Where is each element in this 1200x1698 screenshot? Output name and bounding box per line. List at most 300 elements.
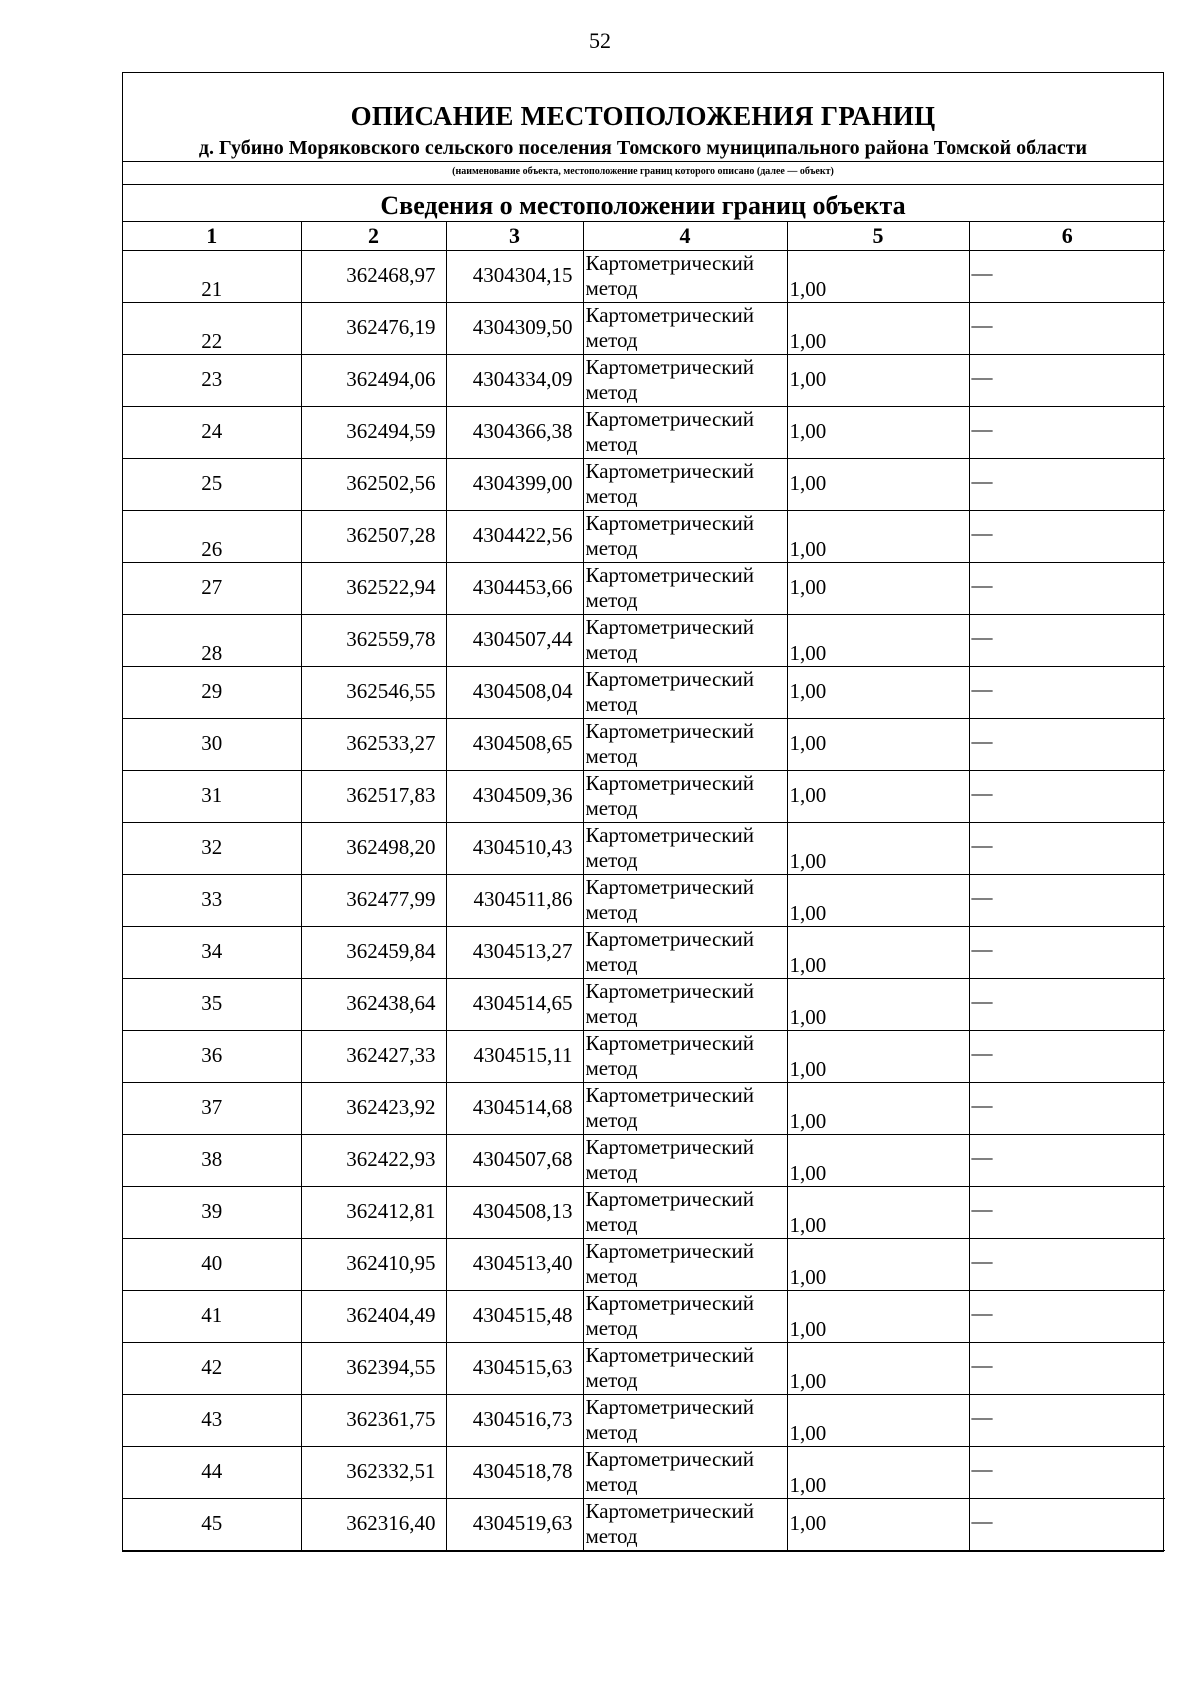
method-text: Картометрический метод xyxy=(585,563,754,612)
object-name: д. Губино Моряковского сельского поселения Томского муниципального района Томской области xyxy=(198,137,1088,159)
point-number: 39 xyxy=(201,1199,223,1223)
point-number: 40 xyxy=(201,1251,223,1275)
precision-cell xyxy=(787,1083,969,1135)
method-text: Картометрический метод xyxy=(585,511,754,560)
point-number: 36 xyxy=(201,1043,223,1067)
point-number-cell xyxy=(123,511,301,563)
table-row xyxy=(123,251,1165,303)
method-cell xyxy=(583,563,787,615)
precision-cell xyxy=(787,1343,969,1395)
table-row xyxy=(123,459,1165,511)
x-cell xyxy=(301,1343,446,1395)
description-value: — xyxy=(971,989,993,1013)
y-cell xyxy=(446,771,583,823)
x-coordinate: 362507,28 xyxy=(346,523,436,547)
method-cell xyxy=(583,355,787,407)
table-row xyxy=(123,303,1165,355)
point-number: 38 xyxy=(201,1147,223,1171)
method-cell xyxy=(583,511,787,563)
x-cell xyxy=(301,1395,446,1447)
table-row xyxy=(123,1239,1165,1291)
description-cell xyxy=(969,1395,1165,1447)
x-coordinate: 362427,33 xyxy=(346,1043,436,1067)
y-coordinate: 4304508,65 xyxy=(472,731,573,755)
description-value: — xyxy=(971,521,993,545)
x-cell xyxy=(301,1447,446,1499)
point-number: 22 xyxy=(201,329,223,353)
description-value: — xyxy=(971,833,993,857)
x-coordinate: 362546,55 xyxy=(346,679,436,703)
point-number-cell xyxy=(123,1187,301,1239)
point-number: 28 xyxy=(201,641,223,665)
x-coordinate: 362502,56 xyxy=(346,471,436,495)
y-coordinate: 4304513,27 xyxy=(472,939,573,963)
y-cell xyxy=(446,1499,583,1551)
y-coordinate: 4304507,68 xyxy=(472,1147,573,1171)
y-coordinate: 4304515,63 xyxy=(472,1355,573,1379)
precision-value: 1,00 xyxy=(789,901,827,925)
precision-cell xyxy=(787,1395,969,1447)
point-number-cell xyxy=(123,1083,301,1135)
table-header-row xyxy=(123,222,1165,251)
y-cell xyxy=(446,1291,583,1343)
description-cell xyxy=(969,823,1165,875)
x-cell xyxy=(301,1031,446,1083)
description-value: — xyxy=(971,573,993,597)
table-row xyxy=(123,927,1165,979)
method-cell xyxy=(583,459,787,511)
method-text: Картометрический метод xyxy=(585,1395,754,1444)
point-number-cell xyxy=(123,1343,301,1395)
table-row xyxy=(123,1083,1165,1135)
y-coordinate: 4304453,66 xyxy=(472,575,573,599)
point-number-cell xyxy=(123,875,301,927)
x-cell xyxy=(301,1239,446,1291)
y-cell xyxy=(446,1343,583,1395)
description-cell xyxy=(969,407,1165,459)
method-cell xyxy=(583,771,787,823)
point-number-cell xyxy=(123,1447,301,1499)
description-value: — xyxy=(971,1301,993,1325)
point-number-cell xyxy=(123,459,301,511)
x-cell xyxy=(301,719,446,771)
point-number: 45 xyxy=(201,1511,223,1535)
point-number: 29 xyxy=(201,679,223,703)
x-cell xyxy=(301,875,446,927)
description-value: — xyxy=(971,1197,993,1221)
x-coordinate: 362476,19 xyxy=(346,315,436,339)
y-coordinate: 4304309,50 xyxy=(472,315,573,339)
y-coordinate: 4304515,11 xyxy=(473,1043,573,1067)
column-header: 6 xyxy=(969,222,1165,251)
precision-value: 1,00 xyxy=(789,329,827,353)
y-cell xyxy=(446,1447,583,1499)
point-number: 30 xyxy=(201,731,223,755)
table-row xyxy=(123,355,1165,407)
precision-value: 1,00 xyxy=(789,953,827,977)
description-cell xyxy=(969,1083,1165,1135)
y-coordinate: 4304513,40 xyxy=(472,1251,573,1275)
method-text: Картометрический метод xyxy=(585,1499,754,1548)
precision-value: 1,00 xyxy=(789,1473,827,1497)
description-value: — xyxy=(971,729,993,753)
x-cell xyxy=(301,979,446,1031)
description-cell xyxy=(969,1291,1165,1343)
y-coordinate: 4304507,44 xyxy=(472,627,573,651)
point-number: 23 xyxy=(201,367,223,391)
y-cell xyxy=(446,927,583,979)
description-value: — xyxy=(971,1041,993,1065)
x-cell xyxy=(301,1499,446,1551)
x-coordinate: 362332,51 xyxy=(346,1459,436,1483)
precision-value: 1,00 xyxy=(789,1317,827,1341)
point-number: 43 xyxy=(201,1407,223,1431)
y-coordinate: 4304334,09 xyxy=(472,367,573,391)
description-value: — xyxy=(971,937,993,961)
precision-value: 1,00 xyxy=(789,1057,827,1081)
y-cell xyxy=(446,459,583,511)
description-cell xyxy=(969,355,1165,407)
x-coordinate: 362459,84 xyxy=(346,939,436,963)
description-cell xyxy=(969,719,1165,771)
description-value: — xyxy=(971,781,993,805)
precision-cell xyxy=(787,251,969,303)
description-value: — xyxy=(971,261,993,285)
y-cell xyxy=(446,719,583,771)
point-number-cell xyxy=(123,1499,301,1551)
y-coordinate: 4304304,15 xyxy=(472,263,573,287)
page-number: 52 xyxy=(589,28,611,53)
description-value: — xyxy=(971,1145,993,1169)
y-coordinate: 4304515,48 xyxy=(472,1303,573,1327)
x-coordinate: 362404,49 xyxy=(346,1303,436,1327)
point-number-cell xyxy=(123,771,301,823)
y-cell xyxy=(446,563,583,615)
y-coordinate: 4304514,68 xyxy=(472,1095,573,1119)
x-coordinate: 362438,64 xyxy=(346,991,436,1015)
method-cell xyxy=(583,1395,787,1447)
precision-value: 1,00 xyxy=(789,575,827,599)
y-coordinate: 4304422,56 xyxy=(472,523,573,547)
method-text: Картометрический метод xyxy=(585,355,754,404)
method-text: Картометрический метод xyxy=(585,1187,754,1236)
y-cell xyxy=(446,251,583,303)
y-coordinate: 4304366,38 xyxy=(472,419,573,443)
method-text: Картометрический метод xyxy=(585,667,754,716)
point-number-cell xyxy=(123,251,301,303)
point-number-cell xyxy=(123,1135,301,1187)
description-cell xyxy=(969,875,1165,927)
object-hint: (наименование объекта, местоположение границ которого описано (далее — объект) xyxy=(123,161,1163,184)
precision-cell xyxy=(787,719,969,771)
point-number-cell xyxy=(123,719,301,771)
method-text: Картометрический метод xyxy=(585,251,754,300)
precision-cell xyxy=(787,459,969,511)
description-cell xyxy=(969,1343,1165,1395)
description-value: — xyxy=(971,365,993,389)
description-value: — xyxy=(971,1353,993,1377)
x-cell xyxy=(301,615,446,667)
method-text: Картометрический метод xyxy=(585,407,754,456)
precision-value: 1,00 xyxy=(789,277,827,301)
y-coordinate: 4304514,65 xyxy=(472,991,573,1015)
point-number-cell xyxy=(123,667,301,719)
table-row xyxy=(123,1499,1165,1551)
point-number: 24 xyxy=(201,419,223,443)
precision-value: 1,00 xyxy=(789,1421,827,1445)
method-cell xyxy=(583,1447,787,1499)
description-cell xyxy=(969,1239,1165,1291)
y-cell xyxy=(446,1135,583,1187)
table-row xyxy=(123,1395,1165,1447)
description-value: — xyxy=(971,1509,993,1533)
x-cell xyxy=(301,823,446,875)
point-number: 41 xyxy=(201,1303,223,1327)
precision-value: 1,00 xyxy=(789,849,827,873)
point-number-cell xyxy=(123,615,301,667)
point-number-cell xyxy=(123,1239,301,1291)
point-number: 21 xyxy=(201,277,223,301)
y-coordinate: 4304510,43 xyxy=(472,835,573,859)
precision-value: 1,00 xyxy=(789,471,827,495)
method-text: Картометрический метод xyxy=(585,1083,754,1132)
precision-cell xyxy=(787,355,969,407)
x-cell xyxy=(301,1187,446,1239)
method-text: Картометрический метод xyxy=(585,927,754,976)
y-cell xyxy=(446,511,583,563)
precision-value: 1,00 xyxy=(789,1369,827,1393)
table-row xyxy=(123,1447,1165,1499)
y-cell xyxy=(446,979,583,1031)
description-cell xyxy=(969,563,1165,615)
y-coordinate: 4304508,04 xyxy=(472,679,573,703)
x-coordinate: 362316,40 xyxy=(346,1511,436,1535)
y-cell xyxy=(446,407,583,459)
x-cell xyxy=(301,563,446,615)
point-number: 33 xyxy=(201,887,223,911)
method-cell xyxy=(583,1291,787,1343)
y-cell xyxy=(446,615,583,667)
column-header: 3 xyxy=(446,222,583,251)
point-number: 32 xyxy=(201,835,223,859)
y-cell xyxy=(446,1187,583,1239)
method-text: Картометрический метод xyxy=(585,1291,754,1340)
y-coordinate: 4304519,63 xyxy=(472,1511,573,1535)
method-cell xyxy=(583,1031,787,1083)
x-cell xyxy=(301,1291,446,1343)
table-row xyxy=(123,511,1165,563)
x-cell xyxy=(301,1135,446,1187)
x-coordinate: 362361,75 xyxy=(346,1407,436,1431)
point-number-cell xyxy=(123,823,301,875)
precision-value: 1,00 xyxy=(789,367,827,391)
header-block xyxy=(123,73,1163,161)
point-number-cell xyxy=(123,979,301,1031)
precision-cell xyxy=(787,1187,969,1239)
method-cell xyxy=(583,719,787,771)
method-text: Картометрический метод xyxy=(585,1239,754,1288)
method-cell xyxy=(583,1187,787,1239)
column-header: 5 xyxy=(787,222,969,251)
point-number: 34 xyxy=(201,939,223,963)
y-cell xyxy=(446,1395,583,1447)
precision-cell xyxy=(787,303,969,355)
table-row xyxy=(123,1291,1165,1343)
x-cell xyxy=(301,927,446,979)
y-coordinate: 4304518,78 xyxy=(472,1459,573,1483)
precision-cell xyxy=(787,1447,969,1499)
precision-value: 1,00 xyxy=(789,679,827,703)
x-coordinate: 362498,20 xyxy=(346,835,436,859)
y-coordinate: 4304511,86 xyxy=(473,887,573,911)
point-number: 42 xyxy=(201,1355,223,1379)
method-text: Картометрический метод xyxy=(585,1447,754,1496)
precision-value: 1,00 xyxy=(789,731,827,755)
x-cell xyxy=(301,1083,446,1135)
precision-value: 1,00 xyxy=(789,1005,827,1029)
x-coordinate: 362477,99 xyxy=(346,887,436,911)
y-coordinate: 4304399,00 xyxy=(472,471,573,495)
y-coordinate: 4304516,73 xyxy=(472,1407,573,1431)
method-cell xyxy=(583,1083,787,1135)
x-coordinate: 362468,97 xyxy=(346,263,436,287)
method-cell xyxy=(583,927,787,979)
method-cell xyxy=(583,407,787,459)
description-value: — xyxy=(971,313,993,337)
precision-value: 1,00 xyxy=(789,1109,827,1133)
x-coordinate: 362494,06 xyxy=(346,367,436,391)
x-coordinate: 362412,81 xyxy=(346,1199,436,1223)
description-value: — xyxy=(971,1249,993,1273)
y-coordinate: 4304508,13 xyxy=(472,1199,573,1223)
precision-value: 1,00 xyxy=(789,1511,827,1535)
method-cell xyxy=(583,979,787,1031)
point-number: 37 xyxy=(201,1095,223,1119)
x-cell xyxy=(301,355,446,407)
description-cell xyxy=(969,927,1165,979)
method-cell xyxy=(583,667,787,719)
description-cell xyxy=(969,511,1165,563)
method-text: Картометрический метод xyxy=(585,719,754,768)
method-text: Картометрический метод xyxy=(585,771,754,820)
column-header: 4 xyxy=(583,222,787,251)
x-coordinate: 362422,93 xyxy=(346,1147,436,1171)
precision-cell xyxy=(787,823,969,875)
point-number: 27 xyxy=(201,575,223,599)
point-number-cell xyxy=(123,1395,301,1447)
precision-cell xyxy=(787,1291,969,1343)
description-cell xyxy=(969,1499,1165,1551)
method-text: Картометрический метод xyxy=(585,1135,754,1184)
precision-cell xyxy=(787,1031,969,1083)
description-value: — xyxy=(971,1457,993,1481)
table-row xyxy=(123,1187,1165,1239)
document-title: ОПИСАНИЕ МЕСТОПОЛОЖЕНИЯ ГРАНИЦ xyxy=(350,101,936,131)
table-row xyxy=(123,563,1165,615)
column-header: 1 xyxy=(123,222,301,251)
table-row xyxy=(123,979,1165,1031)
precision-cell xyxy=(787,1499,969,1551)
y-cell xyxy=(446,875,583,927)
method-cell xyxy=(583,823,787,875)
precision-cell xyxy=(787,771,969,823)
description-cell xyxy=(969,1187,1165,1239)
precision-cell xyxy=(787,615,969,667)
description-cell xyxy=(969,615,1165,667)
table-row xyxy=(123,615,1165,667)
x-cell xyxy=(301,667,446,719)
y-cell xyxy=(446,355,583,407)
method-text: Картометрический метод xyxy=(585,979,754,1028)
y-cell xyxy=(446,667,583,719)
table-row xyxy=(123,823,1165,875)
description-cell xyxy=(969,303,1165,355)
description-value: — xyxy=(971,625,993,649)
y-cell xyxy=(446,1083,583,1135)
precision-value: 1,00 xyxy=(789,537,827,561)
point-number-cell xyxy=(123,927,301,979)
x-coordinate: 362494,59 xyxy=(346,419,436,443)
precision-value: 1,00 xyxy=(789,419,827,443)
document-frame xyxy=(122,72,1164,1552)
y-cell xyxy=(446,303,583,355)
method-cell xyxy=(583,1135,787,1187)
method-text: Картометрический метод xyxy=(585,1031,754,1080)
x-cell xyxy=(301,407,446,459)
precision-value: 1,00 xyxy=(789,783,827,807)
precision-value: 1,00 xyxy=(789,1213,827,1237)
method-text: Картометрический метод xyxy=(585,615,754,664)
method-cell xyxy=(583,1499,787,1551)
description-cell xyxy=(969,251,1165,303)
point-number-cell xyxy=(123,1291,301,1343)
precision-cell xyxy=(787,927,969,979)
x-coordinate: 362410,95 xyxy=(346,1251,436,1275)
description-cell xyxy=(969,979,1165,1031)
x-coordinate: 362423,92 xyxy=(346,1095,436,1119)
description-value: — xyxy=(971,469,993,493)
description-cell xyxy=(969,459,1165,511)
table-row xyxy=(123,407,1165,459)
table-row xyxy=(123,719,1165,771)
point-number-cell xyxy=(123,563,301,615)
precision-cell xyxy=(787,1135,969,1187)
x-coordinate: 362394,55 xyxy=(346,1355,436,1379)
coordinates-table xyxy=(123,221,1165,1551)
table-row xyxy=(123,1343,1165,1395)
column-header: 2 xyxy=(301,222,446,251)
x-cell xyxy=(301,251,446,303)
y-cell xyxy=(446,1239,583,1291)
method-cell xyxy=(583,1239,787,1291)
description-cell xyxy=(969,667,1165,719)
point-number: 25 xyxy=(201,471,223,495)
description-value: — xyxy=(971,677,993,701)
table-row xyxy=(123,771,1165,823)
precision-cell xyxy=(787,407,969,459)
point-number-cell xyxy=(123,1031,301,1083)
precision-value: 1,00 xyxy=(789,641,827,665)
method-text: Картометрический метод xyxy=(585,1343,754,1392)
x-cell xyxy=(301,511,446,563)
method-text: Картометрический метод xyxy=(585,875,754,924)
precision-cell xyxy=(787,667,969,719)
precision-cell xyxy=(787,979,969,1031)
method-cell xyxy=(583,615,787,667)
description-value: — xyxy=(971,1405,993,1429)
table-row xyxy=(123,1031,1165,1083)
description-value: — xyxy=(971,417,993,441)
